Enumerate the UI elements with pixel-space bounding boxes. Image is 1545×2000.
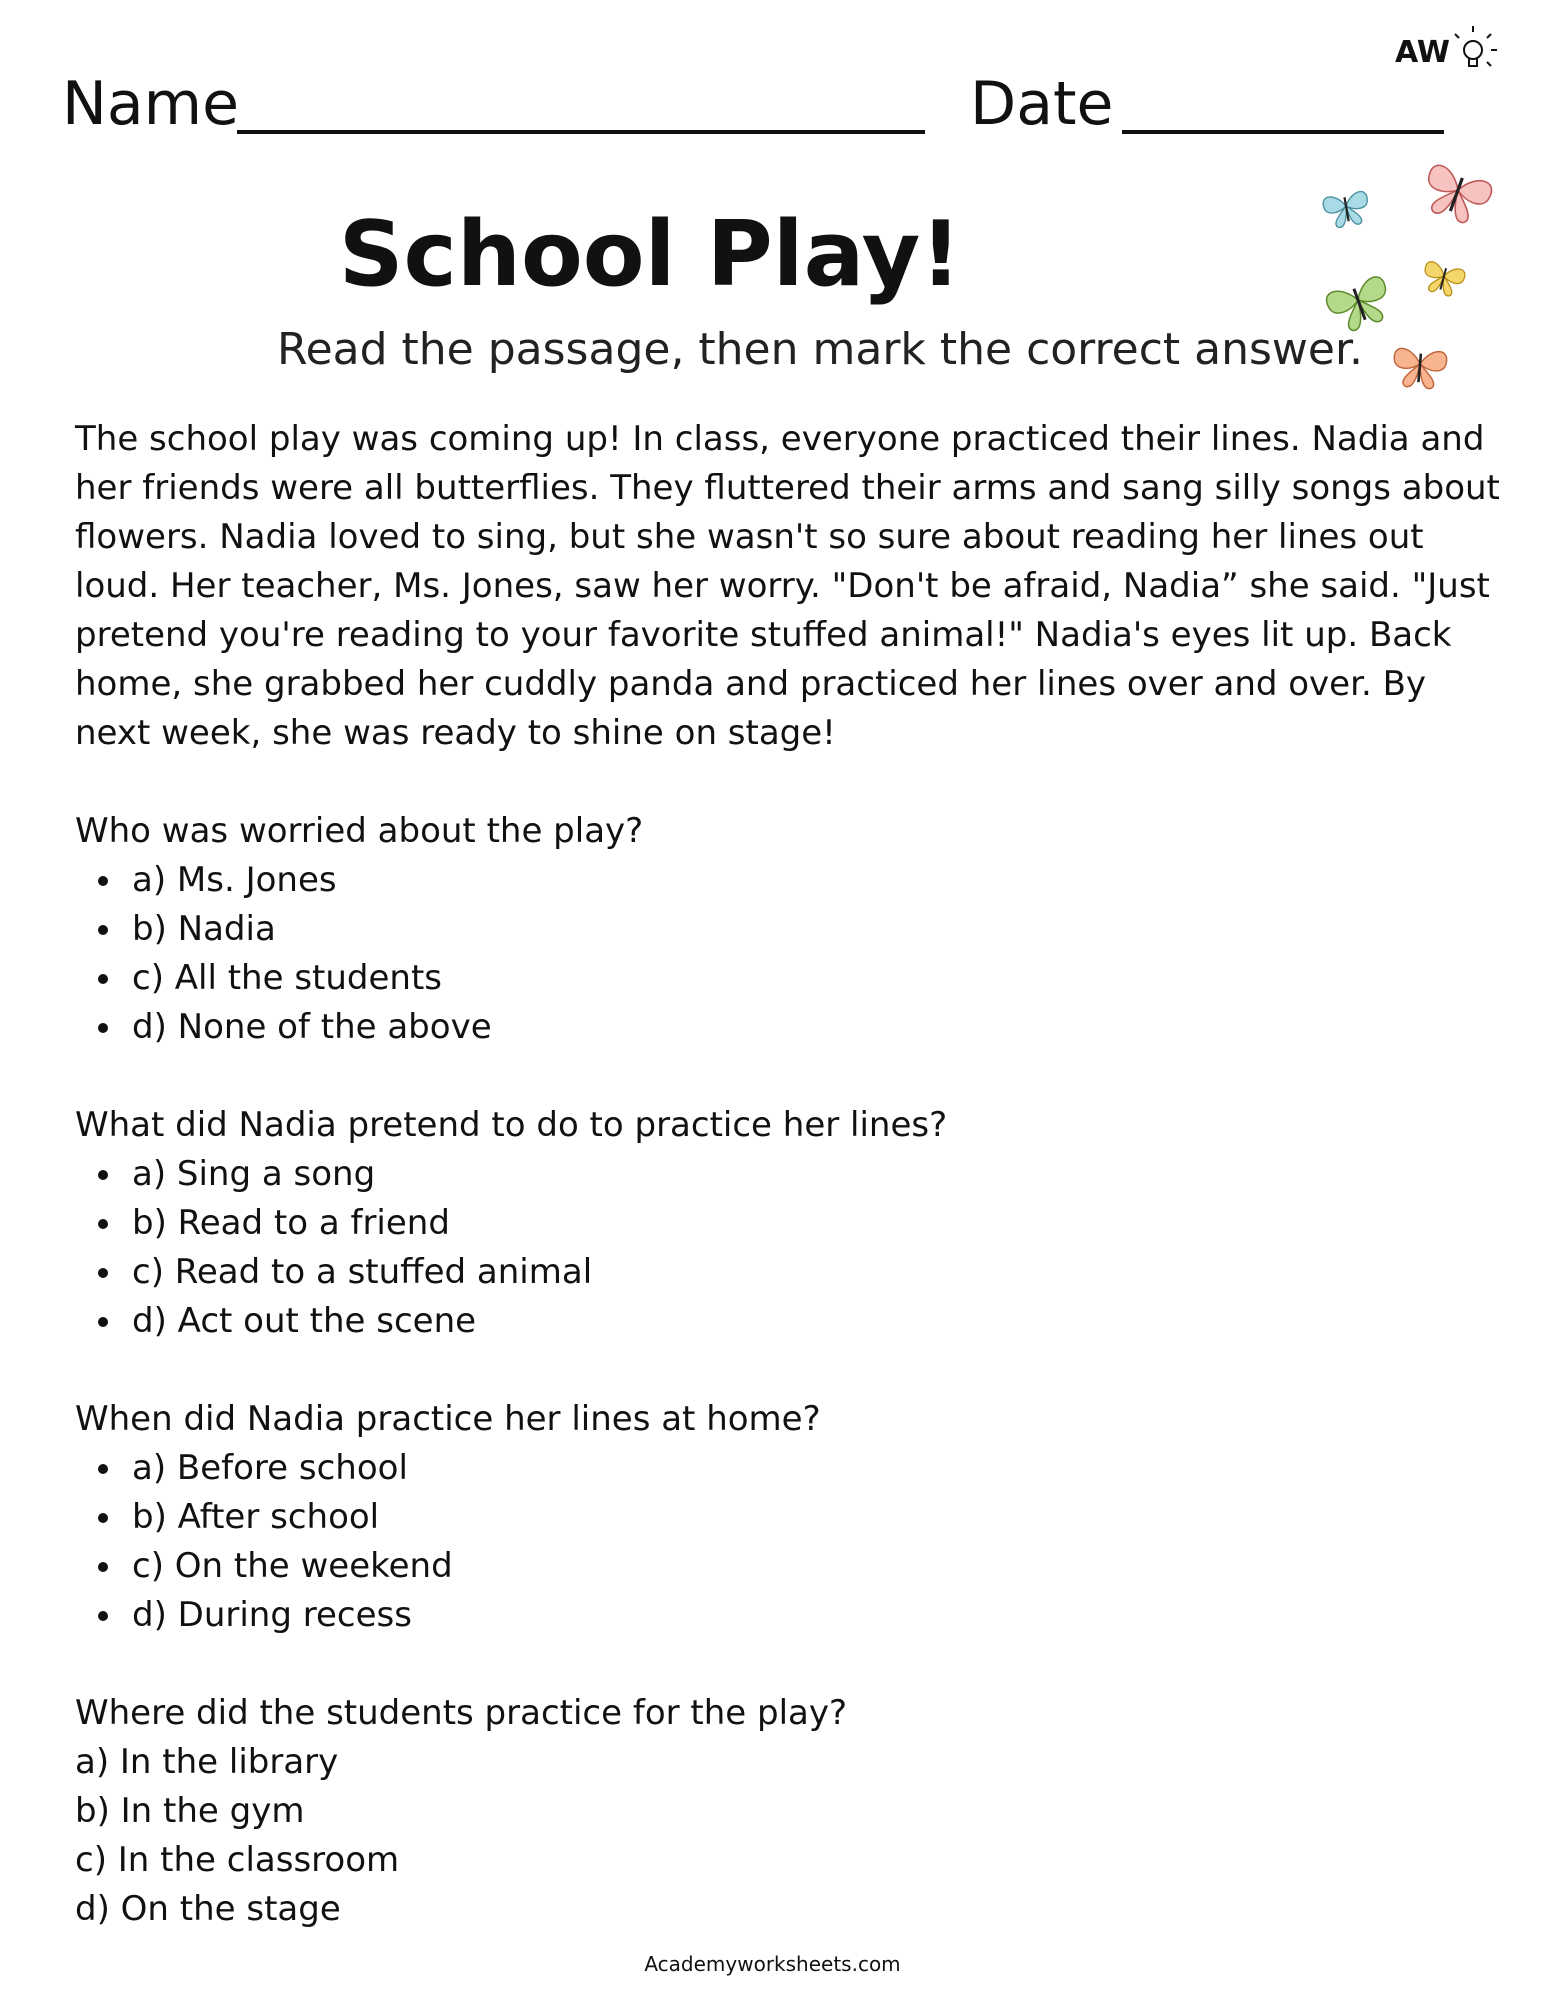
question-text: What did Nadia pretend to do to practice her lines? [75,1105,948,1145]
answer-option[interactable]: c) On the weekend [75,1542,1505,1591]
page-title: School Play! [338,202,962,307]
answer-option[interactable]: c) All the students [75,954,1505,1003]
butterfly-icon [1418,163,1495,229]
answer-option[interactable]: d) None of the above [75,1003,1505,1052]
lightbulb-icon [1455,26,1497,66]
answer-option[interactable]: b) In the gym [75,1791,305,1831]
answer-option[interactable]: d) During recess [75,1591,1505,1640]
answer-option[interactable]: b) After school [75,1493,1505,1542]
answer-options [75,856,1505,1052]
header [62,68,1462,148]
answer-options [75,1738,1505,1934]
footer-site: Academyworksheets.com [644,1952,901,1976]
answer-option[interactable]: d) Act out the scene [75,1297,1505,1346]
answer-option[interactable]: c) In the classroom [75,1840,400,1880]
answer-options [75,1444,1505,1640]
name-blank-line[interactable] [237,130,925,134]
worksheet-content [75,415,1505,1983]
question [75,1101,1505,1346]
instructions: Read the passage, then mark the correct answer. [277,324,1363,375]
answer-option[interactable]: a) In the library [75,1742,339,1782]
answer-option[interactable]: b) Nadia [75,905,1505,954]
question-text: Who was worried about the play? [75,811,644,851]
butterfly-icon [1322,190,1371,229]
question [75,1689,1505,1934]
answer-option[interactable]: b) Read to a friend [75,1199,1505,1248]
answer-option[interactable]: a) Before school [75,1444,1505,1493]
answer-option[interactable]: c) Read to a stuffed animal [75,1248,1505,1297]
question-text: When did Nadia practice her lines at home? [75,1399,821,1439]
logo-text: AW [1395,35,1450,70]
question [75,807,1505,1052]
question-text: Where did the students practice for the play? [75,1693,848,1733]
answer-option[interactable]: a) Sing a song [75,1150,1505,1199]
date-blank-line[interactable] [1122,130,1444,134]
answer-option[interactable]: d) On the stage [75,1889,341,1929]
reading-passage: The school play was coming up! In class, everyone practiced their lines. Nadia and her friends were all butterflies. They fluttered their arms and sang silly songs about flowers. Nadia loved to sing, but she wasn't so sure about reading her lines out loud. Her teacher, Ms. Jones, saw her worry. "Don't be afraid, Nadia” she said. "Just pretend you're reading to your favorite stuffed animal!" Nadia's eyes lit up. Back home, she grabbed her cuddly panda and practiced her lines over and over. By next week, she was ready to shine on stage! [75,419,1500,753]
date-label: Date [970,69,1114,139]
question [75,1395,1505,1640]
name-label: Name [62,69,240,139]
answer-option[interactable]: a) Ms. Jones [75,856,1505,905]
answer-options [75,1150,1505,1346]
butterfly-icon [1420,260,1467,298]
